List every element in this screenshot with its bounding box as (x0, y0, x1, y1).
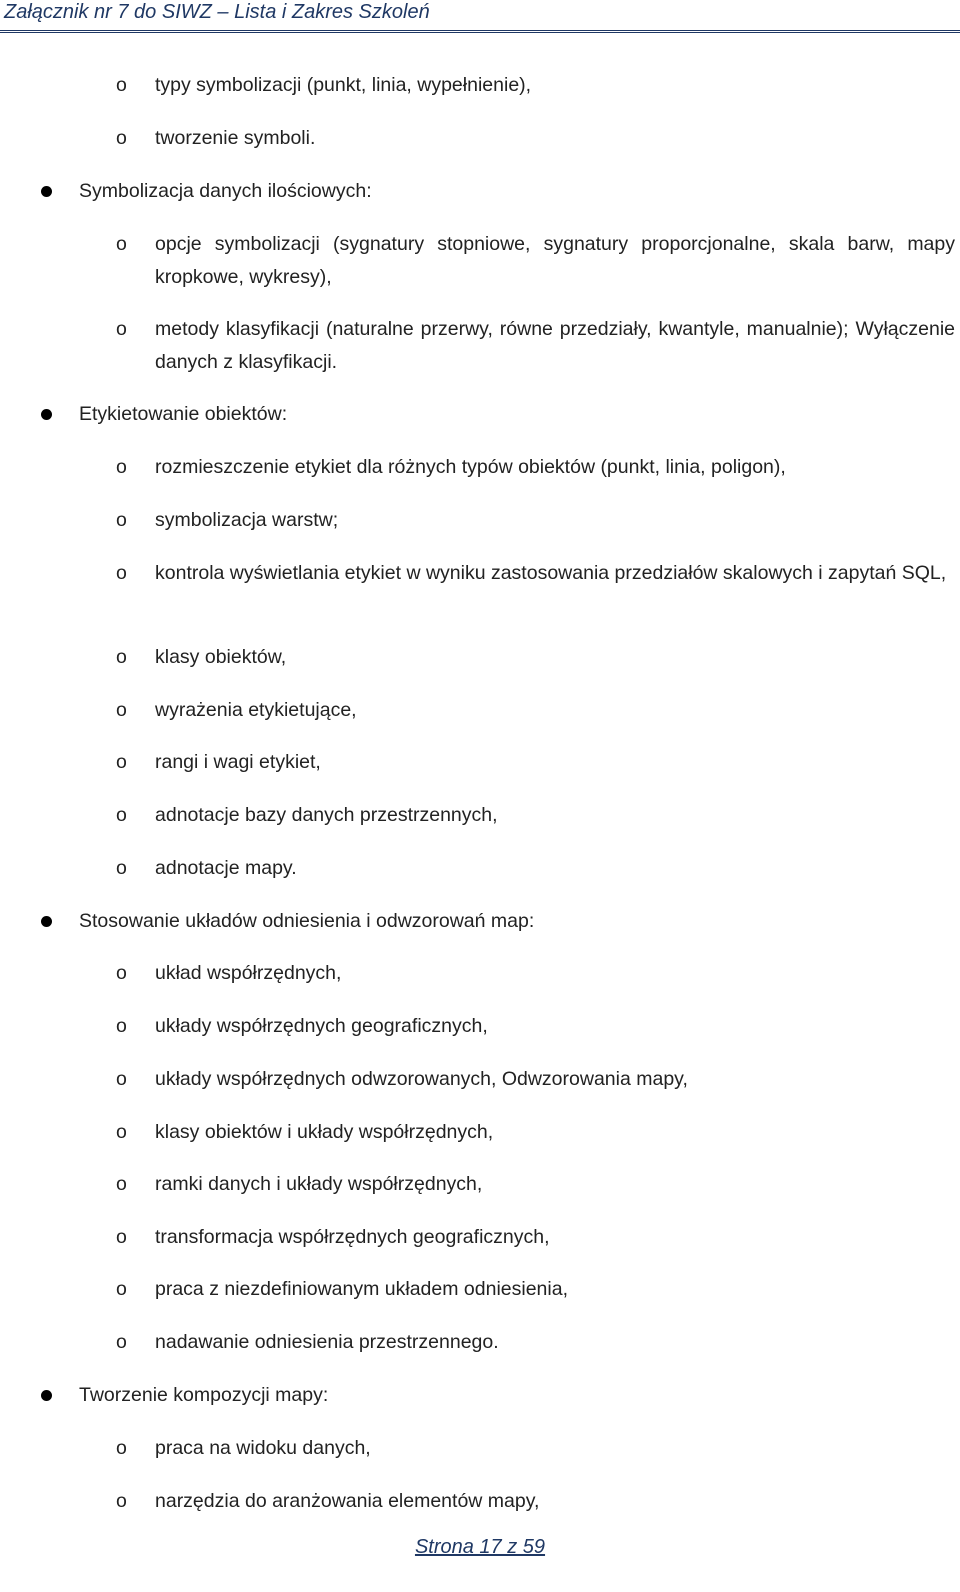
sub-list-item-text: układy współrzędnych odwzorowanych, Odwzorowania mapy, (155, 1068, 688, 1090)
sub-list-item-text: narzędzia do aranżowania elementów mapy, (155, 1490, 540, 1512)
circle-bullet-icon: o (116, 962, 127, 984)
sub-list-item-text: metody klasyfikacji (naturalne przerwy, równe przedziały, kwantyle, manualnie); Wyłączenie danych z klasyfikacji. (155, 318, 955, 373)
list-item-text: Stosowanie układów odniesienia i odwzorowań map: (79, 910, 535, 932)
sub-list-item-text: ramki danych i układy współrzędnych, (155, 1173, 483, 1195)
sub-list-item-text: układ współrzędnych, (155, 962, 342, 984)
sub-list-item-text: nadawanie odniesienia przestrzennego. (155, 1331, 499, 1353)
circle-bullet-icon: o (116, 1331, 127, 1353)
sub-list-item-text: praca na widoku danych, (155, 1437, 371, 1459)
sub-list-item-text: tworzenie symboli. (155, 127, 316, 149)
sub-list-item-text: układy współrzędnych geograficznych, (155, 1015, 488, 1037)
bullet-icon (41, 186, 52, 197)
circle-bullet-icon: o (116, 751, 127, 773)
circle-bullet-icon: o (116, 1226, 127, 1248)
circle-bullet-icon: o (116, 1278, 127, 1300)
bullet-icon (41, 409, 52, 420)
circle-bullet-icon: o (116, 804, 127, 826)
circle-bullet-icon: o (116, 646, 127, 668)
circle-bullet-icon: o (116, 562, 127, 584)
circle-bullet-icon: o (116, 1490, 127, 1512)
sub-list-item-text: rangi i wagi etykiet, (155, 751, 321, 773)
bullet-icon (41, 916, 52, 927)
circle-bullet-icon: o (116, 1068, 127, 1090)
circle-bullet-icon: o (116, 1173, 127, 1195)
sub-list-item-text: adnotacje bazy danych przestrzennych, (155, 804, 498, 826)
sub-list-item-text: symbolizacja warstw; (155, 509, 339, 531)
list-item-text: Tworzenie kompozycji mapy: (79, 1384, 329, 1406)
circle-bullet-icon: o (116, 1015, 127, 1037)
circle-bullet-icon: o (116, 509, 127, 531)
sub-list-item-text: typy symbolizacji (punkt, linia, wypełnienie), (155, 74, 532, 96)
circle-bullet-icon: o (116, 318, 127, 340)
list-item-text: Symbolizacja danych ilościowych: (79, 180, 372, 202)
sub-list-item-text: klasy obiektów i układy współrzędnych, (155, 1121, 494, 1143)
sub-list-item-text: wyrażenia etykietujące, (155, 699, 357, 721)
sub-list-item-text: kontrola wyświetlania etykiet w wyniku zastosowania przedziałów skalowych i zapytań SQL, (155, 562, 947, 584)
circle-bullet-icon: o (116, 1121, 127, 1143)
document-title: Załącznik nr 7 do SIWZ – Lista i Zakres Szkoleń (4, 1, 430, 23)
circle-bullet-icon: o (116, 1437, 127, 1459)
list-item-text: Etykietowanie obiektów: (79, 403, 288, 425)
sub-list-item-text: praca z niezdefiniowanym układem odniesienia, (155, 1278, 568, 1300)
sub-list-item-text: transformacja współrzędnych geograficznych, (155, 1226, 550, 1248)
page-header (0, 0, 960, 34)
sub-list-item-text: opcje symbolizacji (sygnatury stopniowe, sygnatury proporcjonalne, skala barw, mapy kropkowe, wykresy), (155, 233, 955, 288)
circle-bullet-icon: o (116, 699, 127, 721)
sub-list-item-text: klasy obiektów, (155, 646, 287, 668)
circle-bullet-icon: o (116, 857, 127, 879)
sub-list-item-text: rozmieszczenie etykiet dla różnych typów obiektów (punkt, linia, poligon), (155, 456, 786, 478)
circle-bullet-icon: o (116, 127, 127, 149)
sub-list-item-text: adnotacje mapy. (155, 857, 297, 879)
bullet-icon (41, 1390, 52, 1401)
circle-bullet-icon: o (116, 233, 127, 255)
circle-bullet-icon: o (116, 74, 127, 96)
page-number: Strona 17 z 59 (414, 1536, 546, 1558)
circle-bullet-icon: o (116, 456, 127, 478)
header-divider (0, 30, 960, 33)
